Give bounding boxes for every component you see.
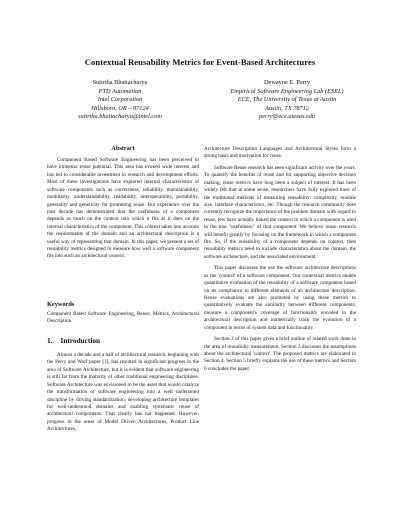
abstract-body [47,157,199,261]
section-title: Introduction [60,336,101,345]
author-2-affiliation-1: Empirical Software Engineering Lab (ESEL) [230,87,344,95]
author-1-name: Sutirtha Bhattacharya [92,79,148,86]
section-heading-introduction [47,336,108,345]
introduction-left-column [47,352,199,434]
author-1-location: Hillsboro, OR – 97124 [91,104,149,112]
right-paragraph-1: Architecture Description Languages and Architectural Styles form a strong basis and motivation for reuse. [204,146,356,160]
author-2-affiliation-2: ECE, The University of Texas at Austin [237,96,337,103]
author-1-email: sutirtha.bhattacharya@intel.com [78,113,162,120]
author-1-affiliation-1: PTD Automation [98,87,142,95]
author-2 [212,79,362,122]
right-column [204,146,356,373]
keywords-body [47,311,199,326]
author-1-affiliation-2: Intel Corporation [97,96,143,103]
intro-paragraph-1: Almost a decade and a half of architectural research, beginning with the Perry and Wolf paper [1], has resulted in significant progress in the area of Software Architecture, but it is evident that software engineering is still far from the maturity of other traditional engineering disciplines. Software Architecture was envisioned to be the asset that would catalyze the transformation of software engineering into a well understood discipline by driving standardization, developing architecture templates for well-understood domains and enabling systematic reuse of architectural components. That clearly has not happened. However, progress in the areas of Model Driven Architectures, Product Line Architectures, [47,352,199,433]
paper-title: Contextual Reusability Metrics for Event-Based Architectures [84,57,316,67]
abstract-heading: Abstract [111,145,135,152]
right-paragraph-3: This paper discusses the use the software architecture descriptions as the 'context' of a software component. Our contextual metrics enable quantitative evaluation of the reusability of a software component based on its compliance to different elements of an architecture description. Reuse evaluations are also promoted by using these metrics to quantitatively evaluate the similarity between different components, measure a component's coverage of functionality encoded in the architectural description and numerically track the evolution of a component in terms of system data and functionality. [204,265,356,331]
section-number: 1. [47,336,53,345]
author-2-name: Dewayne E. Perry [264,79,310,86]
abstract-text: Component Based Software Engineering has been perceived to have immense reuse potential. This area has evoked wide interest and has led to considerable investment in research and development efforts. Most of these investigations have explored internal characteristics of software components such as correctness, reliability, maintainability, modularity, understandability, readability, interoperability, portability, generality and genericity for promoting reuse. But experience over the past decade has demonstrated that the usefulness of a component depends as much on the context into which it fits as it does on the internal characteristics of the component. This context takes into account the requirements of the domain and an architectural description is a useful way of representing that domain. In this paper, we present a set of reusability metrics designed to measure how well a software component fits into such an architectural context. [47,157,199,260]
author-1 [52,79,188,122]
author-2-location: Austin, TX 78712 [265,104,309,112]
author-2-email: perry@ece.utexas.edu [258,113,316,120]
right-paragraph-2: Software Reuse research has seen significant activity over the years. To quantify the benefits of reuse and for supporting objective decision making, reuse metrics have long been a subject of interest. It has been widely felt that in some sense, researchers have fully explored most of the traditional methods of measuring reusability: complexity, module size, interface characteristics, etc. Though the research community does currently recognize the importance of the problem domain with regard to reuse, few have actually linked the context in which a component is used to the true "usefulness" of that component. We believe reuse research will benefit greatly by focusing on the framework in which a component fits. So, if the reusability of a component depends on context, then reusability metrics need to include characteristics about the domain, the software architecture, and the associated environment. [204,164,356,260]
keywords-text: Component Based Software Engineering, Reuse, Metrics, Architectural Description [47,311,199,325]
keywords-heading: Keywords [47,301,75,308]
right-paragraph-4: Section 2 of this paper gives a brief outline of related work done in the area of reusability measurement. Section 3 discusses the assumptions about the architectural 'context'. The proposed metrics are elaborated in Section 4. Section 5 briefly explains the use of these metrics and Section 6 concludes the paper. [204,336,356,372]
